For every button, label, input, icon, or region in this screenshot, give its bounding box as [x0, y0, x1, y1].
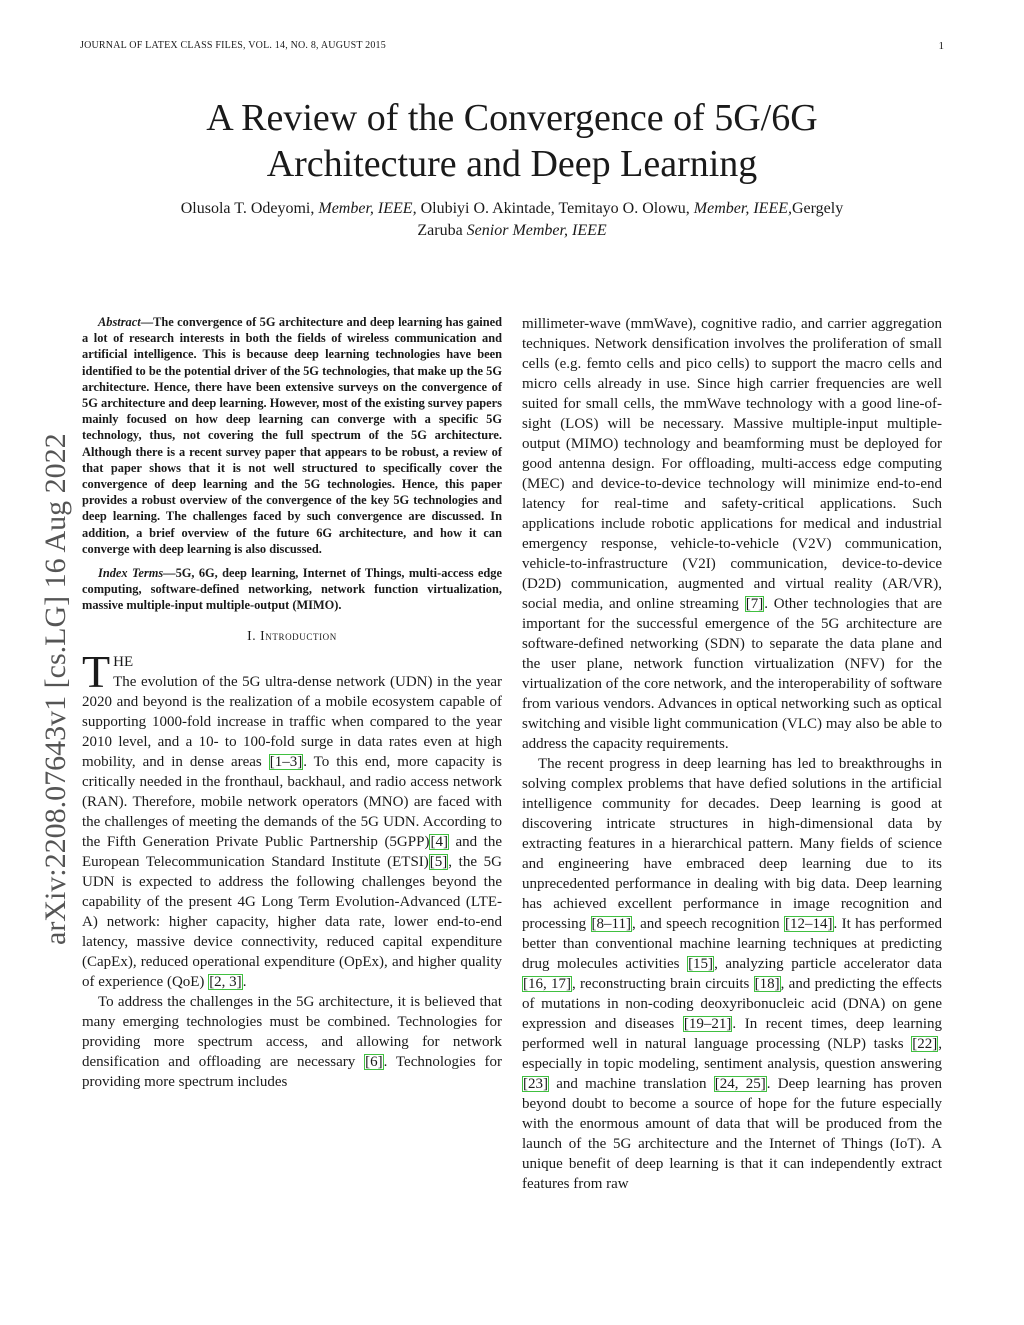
page-number: 1 — [938, 40, 944, 52]
text-run: , especially in topic modeling, sentiment analysis, question answering — [522, 1036, 942, 1072]
citation-link[interactable]: [16, 17] — [523, 976, 572, 992]
citation-link[interactable]: [8–11] — [591, 916, 631, 932]
text-run: . It has performed better than conventional machine learning techniques at predicting drug molecules activities — [522, 916, 942, 972]
text-run: . Technologies for providing more spectrum includes — [82, 1053, 502, 1090]
right-column — [522, 314, 942, 1194]
left-column — [82, 314, 502, 1092]
text-run: , and predicting the effects of mutations in non-coding deoxyribonucleic acid (DNA) on gene expression and diseases — [522, 976, 942, 1032]
index-terms-label: Index Terms — [98, 566, 164, 581]
text-run: , and speech recognition — [631, 916, 784, 932]
citation-link[interactable]: [23] — [523, 1076, 548, 1092]
citation-link[interactable]: [2, 3] — [209, 973, 242, 990]
arxiv-side-label: arXiv:2208.07643v1 [cs.LG] 16 Aug 2022 — [39, 433, 72, 945]
author-4: Gergely — [791, 200, 844, 217]
author-1-role: Member, IEEE, — [318, 200, 417, 217]
text-run: . Deep learning has proven beyond doubt to become a source of hope for the future especially with the enormous amount of data that will be produced from the launch of the 5G architecture and the Internet of Things (IoT). A unique benefit of deep learning is that it can independently extract features from raw — [522, 1076, 942, 1192]
text-run: . — [242, 973, 247, 990]
abstract — [82, 314, 502, 557]
text-run: . To this end, more capacity is critically needed in the fronthaul, backhaul, and radio access network (RAN). Therefore, mobile network operators (MNO) are faced with the challenges of meeting the demands of the 5G UDN. According to the Fifth Generation Private Public Partnership (5GPP) — [82, 753, 502, 850]
citation-link[interactable]: [24, 25] — [714, 1076, 766, 1092]
citation-link[interactable]: [19–21] — [683, 1016, 732, 1032]
running-head: JOURNAL OF LATEX CLASS FILES, VOL. 14, NO. 8, AUGUST 2015 — [80, 40, 386, 51]
title-line-2: Architecture and Deep Learning — [266, 143, 758, 185]
citation-link[interactable]: [5] — [429, 853, 448, 870]
citation-link[interactable]: [15] — [688, 956, 714, 972]
citation-link[interactable]: [18] — [754, 976, 780, 992]
text-run: and the European Telecommunication Standard Institute (ETSI) — [82, 833, 502, 870]
text-run: The evolution of the 5G ultra-dense network (UDN) in the year 2020 and beyond is the realization of a mobile ecosystem capable of supporting 1000-fold increase in traffic when compared to the year 2010 level, and a 10- to 100-fold surge in data rates even at high mobility, and in dense areas — [82, 673, 502, 770]
text-run: To address the challenges in the 5G architecture, it is believed that many emerging technologies must be combined. Technologies for providing more spectrum access, and allowing for network densification and offloading are necessary — [82, 993, 502, 1070]
text-run: . Other technologies that are important for the successful emergence of the 5G architecture are software-defined networking (SDN) to separate the data plane and the user plane, network function virtualization (NFV) for the virtualization of the core network, and the interoperability of software from various vendors. Advances in optical networking such as optical switching and visible light communication (VLC) may also be able to address the capacity requirements. — [522, 596, 942, 752]
intro-paragraph-1 — [82, 645, 502, 992]
author-5: Zaruba — [417, 222, 467, 239]
index-terms — [82, 565, 502, 614]
citation-link[interactable]: [12–14] — [785, 916, 833, 932]
author-5-role: Senior Member, IEEE — [466, 222, 607, 239]
paper-title — [80, 95, 944, 187]
text-run: millimeter-wave (mmWave), cognitive radio, and carrier aggregation techniques. Network densification involves the proliferation of small cells (e.g. femto cells and pico cells) to support the macro cells and micro cells already in use. Since high carrier frequencies are well suited for small cells, the mmWave technology with a good line-of-sight (LOS) will be necessary. Massive multiple-input multiple-output (MIMO) technology and beamforming must be deployed for good antenna design. For offloading, multi-access edge computing (MEC) and device-to-device technology will minimize end-to-end latency for real-time and safety-critical applications. Such applications include robotic applications for medical and industrial emergency response, vehicle-to-vehicle (V2V) communication, vehicle-to-infrastructure (V2I) communication, device-to-device (D2D) communication, augmented and virtual reality (AR/VR), social media, and online streaming — [522, 316, 942, 612]
abstract-label: Abstract — [98, 315, 141, 329]
text-run: and machine translation — [549, 1076, 714, 1092]
abstract-text: —The convergence of 5G architecture and deep learning has gained a lot of research interests in both the fields of wireless communication and artificial intelligence. This is because deep learning technologies have been identified to be the potential driver of the 5G technologies, that make up the 5G architecture. Hence, there have been extensive surveys on the convergence of 5G architecture and deep learning. However, most of the existing survey papers mainly focused on how deep learning can converge with a specific 5G technology, thus, not covering the full spectrum of the 5G architecture. Although there is a recent survey paper that appears to be robust, a review of that paper shows that it is not well structured to specifically cover the convergence of deep learning and the 5G technologies. Hence, this paper provides a robust overview of the convergence of the key 5G technologies and deep learning. The challenges faced by such convergence are discussed. In addition, a brief overview of the future 6G architecture, and how it can converge with deep learning is also discussed. — [82, 315, 502, 556]
text-run: , analyzing particle accelerator data — [714, 956, 942, 972]
author-1: Olusola T. Odeyomi, — [180, 200, 319, 217]
drop-cap-rest: HE — [113, 653, 134, 670]
index-terms-text: —5G, 6G, deep learning, Internet of Things, multi-access edge computing, software-defined networking, network function virtualization, massive multiple-input multiple-output (MIMO). — [82, 566, 502, 613]
text-run: , the 5G UDN is expected to address the following challenges beyond the capability of the present 4G Long Term Evolution-Advanced (LTE-A) network: higher capacity, higher data rate, lower end-to-end latency, massive device connectivity, reduced capital expenditure (CapEx), reduced operational expenditure (OpEx), and higher quality of experience (QoE) — [82, 853, 502, 990]
title-line-1: A Review of the Convergence of 5G/6G — [206, 97, 818, 139]
author-list — [100, 198, 924, 242]
author-2-3: Olubiyi O. Akintade, Temitayo O. Olowu, — [416, 200, 694, 217]
text-run: , reconstructing brain circuits — [572, 976, 754, 992]
text-run: The recent progress in deep learning has led to breakthroughs in solving complex problems that have defied solutions in the artificial intelligence community for decades. Deep learning is good at discovering intricate structures in high-dimensional data by extracting features in a hierarchical pattern. Many fields of science and engineering have embraced deep learning due to its unprecedented performance in dealing with big data. Deep learning has achieved excellent performance in image recognition and processing — [522, 756, 942, 932]
intro-paragraph-2-continued — [522, 314, 942, 754]
section-heading-introduction: I. Introduction — [247, 627, 337, 643]
citation-link[interactable]: [7] — [745, 596, 764, 612]
citation-link[interactable]: [6] — [365, 1053, 383, 1070]
drop-cap: T — [82, 645, 111, 697]
intro-paragraph-2 — [82, 992, 502, 1092]
intro-paragraph-3 — [522, 754, 942, 1194]
citation-link[interactable]: [22] — [912, 1036, 938, 1052]
text-run: . In recent times, deep learning performed well in natural language processing (NLP) tasks — [522, 1016, 943, 1052]
author-3-role: Member, IEEE, — [693, 200, 792, 217]
citation-link[interactable]: [1–3] — [269, 753, 303, 770]
citation-link[interactable]: [4] — [430, 833, 448, 850]
